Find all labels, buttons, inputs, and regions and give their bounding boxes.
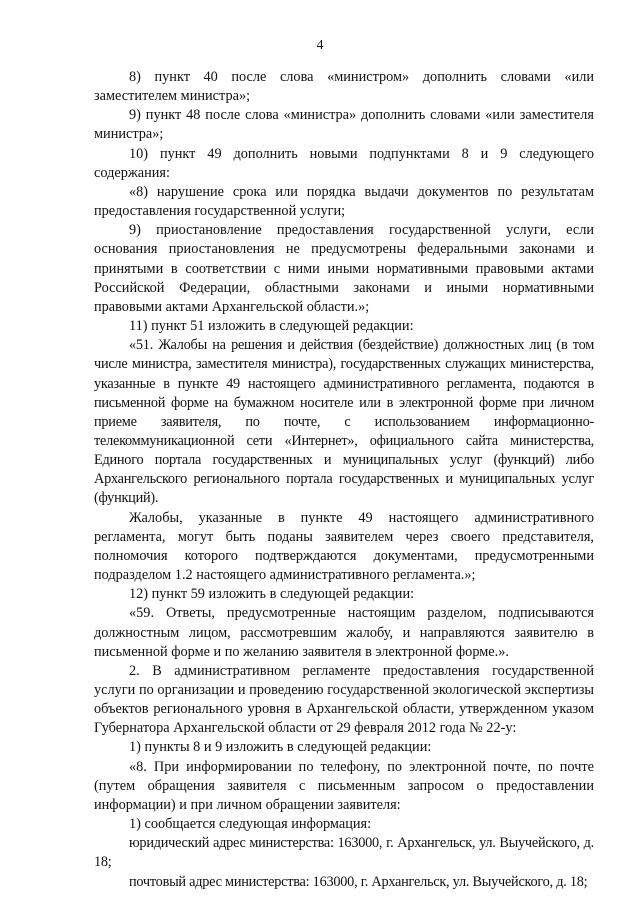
paragraph-section-2: 2. В административном регламенте предоставления государственной услуги по организации и проведению государственной экологической экспертизы объектов регионального уровня в Архангельской области, утвержденном указом Губернатора Архангельской области от 29 февраля 2012 года № 22-у:: [94, 662, 594, 737]
paragraph-postal-address: почтовый адрес министерства: 163000, г. Архангельск, ул. Выучейского, д. 18;: [129, 873, 588, 890]
paragraph-legal-address: юридический адрес министерства: 163000, г. Архангельск, ул. Выучейского, д. 18;: [94, 835, 594, 871]
paragraph-subitem-9: 9) приостановление предоставления государственной услуги, если основания приостановления не предусмотрены федеральными законами и принятыми в соответствии с ними иными нормативными правовыми актами Российской Федерации, областными законами и иными нормативными правовыми актами Архангельской области.»;: [94, 222, 594, 315]
paragraph-points-8-9: 1) пункты 8 и 9 изложить в следующей редакции:: [129, 739, 432, 756]
paragraph-item-8: 8) пункт 40 после слова «министром» дополнить словами «или заместителем министра»;: [94, 69, 594, 105]
paragraph-clause-8-informing: «8. При информировании по телефону, по электронной почте, по почте (путем обращения заявителя с письменным запросом о предоставлении информации) и при личном обращении заявителя:: [94, 758, 594, 813]
page-number: 4: [316, 38, 324, 53]
paragraph-item-10: 10) пункт 49 дополнить новыми подпунктами 8 и 9 следующего содержания:: [94, 145, 594, 181]
paragraph-subitem-8: «8) нарушение срока или порядка выдачи документов по результатам предоставления государственной услуги;: [94, 183, 594, 220]
paragraph-item-11: 11) пункт 51 изложить в следующей редакции:: [129, 318, 414, 335]
paragraph-complaints-representative: Жалобы, указанные в пункте 49 настоящего административного регламента, могут быть поданы заявителем через своего представителя, полномочия которого подтверждаются документами, предусмотренными подразделом 1.2 настоящего административного регламента.»;: [94, 509, 594, 584]
paragraph-info-list-intro: 1) сообщается следующая информация:: [129, 816, 372, 833]
paragraph-clause-59: «59. Ответы, предусмотренные настоящим разделом, подписываются должностным лицом, рассмотревшим жалобу, и направляются заявителю в письменной форме и по желанию заявителя в электронной форме.».: [94, 605, 594, 660]
paragraph-clause-51: «51. Жалобы на решения и действия (бездействие) должностных лиц (в том числе министра, заместителя министра), государственных служащих министерства, указанные в пункте 49 настоящего административного регламента, подаются в письменной форме на бумажном носителе или в электронной форме при личном приеме заявителя, по почте, с использованием информационно-телекоммуникационной сети «Интернет», официального сайта министерства, Единого портала государственных и муниципальных услуг (функций) либо Архангельского регионального портала государственных и муниципальных услуг (функций).: [94, 337, 594, 507]
paragraph-item-12: 12) пункт 59 изложить в следующей редакции:: [129, 586, 415, 603]
document-body: [94, 68, 594, 892]
paragraph-item-9: 9) пункт 48 после слова «министра» дополнить словами «или заместителя министра»;: [94, 107, 594, 143]
